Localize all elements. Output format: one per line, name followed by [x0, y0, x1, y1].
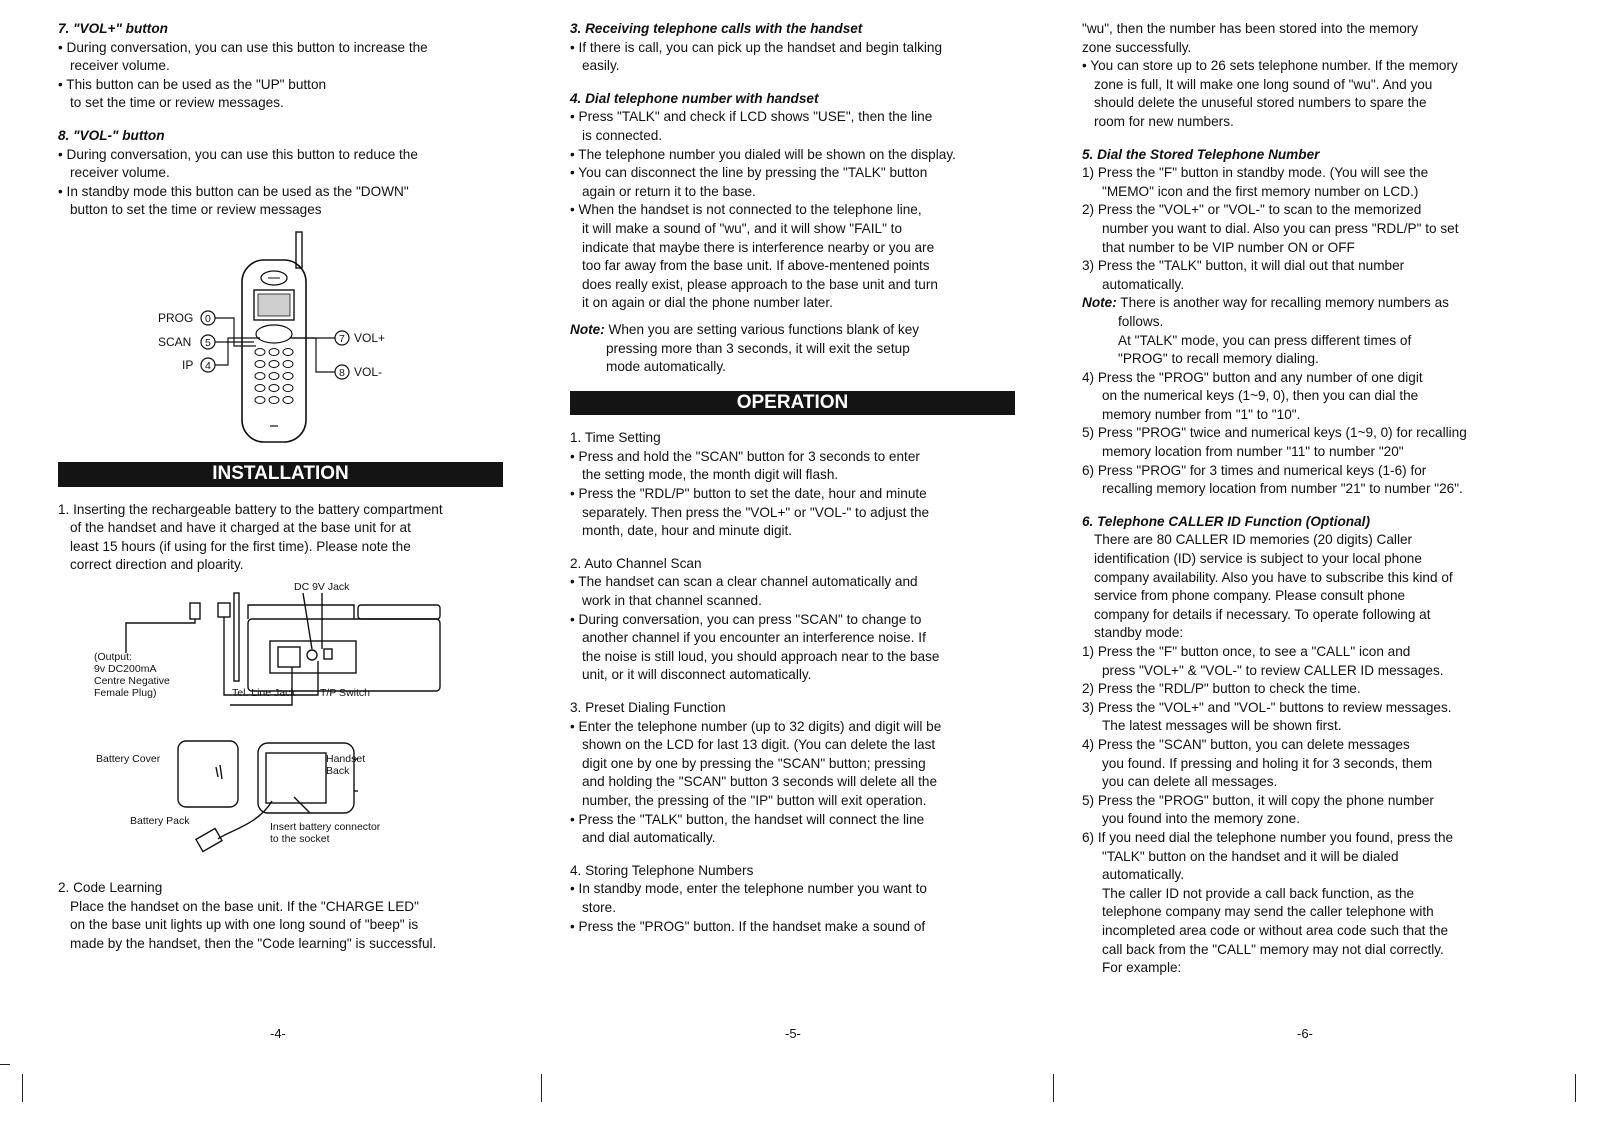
preset-line: shown on the LCD for last 13 digit. (You can delete the last	[582, 737, 936, 753]
caller-id-intro: There are 80 CALLER ID memories (20 digits) Caller	[1094, 532, 1413, 548]
caller-id-outro: call back from the "CALL" memory may not dial correctly.	[1102, 941, 1444, 957]
note-text: When you are setting various functions blank of key	[604, 321, 920, 337]
dial-stored-item: that number to be VIP number ON or OFF	[1102, 239, 1355, 255]
note-line: At "TALK" mode, you can press different times of	[1118, 332, 1412, 348]
receiving-line: • If there is call, you can pick up the handset and begin talking	[570, 39, 943, 55]
vol-up-line: • This button can be used as the "UP" button	[58, 76, 327, 92]
time-setting-heading: 1. Time Setting	[570, 430, 661, 446]
install-step-1: of the handset and have it charged at the base unit for at	[70, 520, 411, 536]
caller-id-intro: standby mode:	[1094, 625, 1184, 641]
insert-connector-label: to the socket	[270, 832, 330, 845]
dial-handset-line: is connected.	[582, 127, 663, 143]
note-line: pressing more than 3 seconds, it will exit the setup	[606, 340, 910, 356]
preset-line: and dial automatically.	[582, 830, 716, 846]
caller-id-intro: service from phone company. Please consult phone	[1094, 588, 1406, 604]
prog-number: 0	[205, 312, 211, 325]
code-learning-heading: 2. Code Learning	[58, 879, 163, 895]
dc-jack-label: DC 9V Jack	[294, 580, 350, 593]
caller-id-outro: For example:	[1102, 960, 1182, 976]
vol-up-line: • During conversation, you can use this button to increase the	[58, 39, 428, 55]
dial-stored-item: "MEMO" icon and the first memory number on LCD.)	[1102, 183, 1419, 199]
caller-id-item: 4) Press the "SCAN" button, you can delete messages	[1082, 736, 1410, 752]
storing-line: • Press the "PROG" button. If the handset make a sound of	[570, 918, 926, 934]
preset-line: • Enter the telephone number (up to 32 digits) and digit will be	[570, 718, 942, 734]
dial-handset-line: • When the handset is not connected to the telephone line,	[570, 202, 922, 218]
caller-id-item: you can delete all messages.	[1102, 774, 1278, 790]
time-setting-line: • Press and hold the "SCAN" button for 3 seconds to enter	[570, 448, 920, 464]
vol-up-line: receiver volume.	[70, 58, 170, 74]
preset-line: digit one by one by pressing the "SCAN" button; pressing	[582, 755, 926, 771]
dial-stored-item: 6) Press "PROG" for 3 times and numerical keys (1-6) for	[1082, 462, 1427, 478]
dial-handset-line: • The telephone number you dialed will be shown on the display.	[570, 146, 956, 162]
dial-stored-item: recalling memory location from number "21" to number "26".	[1102, 481, 1463, 497]
volp-label: VOL+	[354, 330, 386, 345]
install-step-1: correct direction and ploarity.	[70, 557, 244, 573]
dial-handset-heading: 4. Dial telephone number with handset	[570, 90, 819, 106]
vol-down-line: • During conversation, you can use this button to reduce the	[58, 146, 418, 162]
dial-stored-item: on the numerical keys (1~9, 0), then you can dial the	[1102, 388, 1419, 404]
recall-note	[1082, 294, 1527, 313]
vol-down-heading: 8. "VOL-" button	[58, 127, 165, 143]
prog-label: PROG	[158, 310, 194, 325]
page-6-column	[1082, 20, 1527, 978]
receiving-heading: 3. Receiving telephone calls with the handset	[570, 21, 863, 36]
handset-illustration	[58, 226, 503, 454]
storing-cont-line: zone is full, It will make one long sound of "wu". And you	[1094, 76, 1433, 92]
tel-jack-label: Tel. Line Jack	[232, 686, 296, 699]
preset-heading: 3. Preset Dialing Function	[570, 700, 726, 715]
code-learning-line: Place the handset on the base unit. If the "CHARGE LED"	[70, 898, 419, 914]
dial-handset-line: again or return it to the base.	[582, 183, 756, 199]
caller-id-item: you found into the memory zone.	[1102, 811, 1300, 827]
caller-id-outro: telephone company may send the caller telephone with	[1102, 904, 1434, 920]
caller-id-item: you found. If pressing and holing it for 3 seconds, them	[1102, 755, 1433, 771]
storing-cont-line: zone successfully.	[1082, 39, 1192, 55]
code-learning-line: on the base unit lights up with one long sound of "beep" is	[70, 917, 419, 933]
note-label: Note:	[570, 321, 605, 337]
receiving-line: easily.	[582, 58, 620, 74]
scan-label: SCAN	[158, 334, 192, 349]
dial-stored-item: 2) Press the "VOL+" or "VOL-" to scan to the memorized	[1082, 202, 1422, 218]
dial-handset-line: it on again or dial the phone number later.	[582, 295, 833, 311]
time-setting-line: • Press the "RDL/P" button to set the date, hour and minute	[570, 486, 927, 502]
trim-mark	[22, 1074, 23, 1102]
vol-down-line: receiver volume.	[70, 165, 170, 181]
dial-stored-item: 3) Press the "TALK" button, it will dial out that number	[1082, 258, 1405, 274]
auto-scan-line: unit, or it will disconnect automatically.	[582, 667, 812, 683]
caller-id-item: "TALK" button on the handset and it will be dialed	[1102, 848, 1399, 864]
caller-id-item: 1) Press the "F" button once, to see a "CALL" icon and	[1082, 644, 1411, 659]
auto-scan-heading: 2. Auto Channel Scan	[570, 555, 702, 571]
preset-line: • Press the "TALK" button, the handset will connect the line	[570, 811, 925, 827]
dial-handset-line: too far away from the base unit. If above-mentened points	[582, 258, 930, 274]
caller-id-item: press "VOL+" & "VOL-" to review CALLER ID messages.	[1102, 662, 1444, 678]
caller-id-outro: The caller ID not provide a call back function, as the	[1102, 885, 1415, 901]
dial-handset-line: • Press "TALK" and check if LCD shows "USE", then the line	[570, 109, 933, 125]
caller-id-item: automatically.	[1102, 867, 1185, 883]
auto-scan-line: • During conversation, you can press "SCAN" to change to	[570, 611, 922, 627]
storing-heading: 4. Storing Telephone Numbers	[570, 862, 754, 878]
code-learning-line: made by the handset, then the "Code learning" is successful.	[70, 935, 437, 951]
volp-number: 7	[339, 332, 345, 345]
ip-number: 4	[205, 359, 211, 372]
operation-heading: OPERATION	[570, 391, 1015, 416]
caller-id-intro: company availability. Also you have to subscribe this kind of	[1094, 569, 1453, 585]
battery-cover-label: Battery Cover	[96, 752, 161, 765]
tp-switch-label: T/P Switch	[320, 686, 370, 699]
caller-id-item: 2) Press the "RDL/P" button to check the time.	[1082, 681, 1361, 697]
dial-stored-item: memory number from "1" to "10".	[1102, 406, 1301, 422]
output-label: (Output:	[94, 650, 132, 663]
setup-note	[570, 321, 1015, 340]
output-label: 9v DC200mA	[94, 662, 157, 675]
scan-number: 5	[205, 336, 211, 349]
dial-handset-line: indicate that maybe there is interference nearby or you are	[582, 239, 935, 255]
vol-up-line: to set the time or review messages.	[70, 95, 284, 111]
auto-scan-line: • The handset can scan a clear channel automatically and	[570, 574, 918, 590]
trim-mark	[1575, 1074, 1576, 1102]
page-5-column	[570, 20, 1015, 936]
page-number-4: -4-	[270, 1026, 286, 1041]
page-4-column	[58, 20, 503, 953]
trim-mark	[0, 1064, 10, 1065]
note-line: mode automatically.	[606, 359, 726, 375]
dial-handset-line: it will make a sound of "wu", and it will show "FAIL" to	[582, 220, 903, 236]
installation-heading: INSTALLATION	[58, 462, 503, 487]
handset-diagram	[58, 226, 503, 454]
caller-id-intro: identification (ID) service is subject to your local phone	[1094, 551, 1422, 567]
storing-line: • In standby mode, enter the telephone number you want to	[570, 881, 927, 897]
dial-stored-item: number you want to dial. Also you can press "RDL/P" to set	[1102, 220, 1459, 236]
page-number-6: -6-	[1297, 1026, 1313, 1041]
note-line: follows.	[1118, 313, 1164, 329]
preset-line: number, the pressing of the "IP" button will exit operation.	[582, 792, 927, 808]
volm-number: 8	[339, 366, 345, 379]
caller-id-heading: 6. Telephone CALLER ID Function (Optional)	[1082, 513, 1370, 529]
dial-stored-item: automatically.	[1102, 276, 1185, 292]
install-step-1: 1. Inserting the rechargeable battery to the battery compartment	[58, 501, 443, 517]
battery-diagram	[58, 735, 503, 871]
volm-label: VOL-	[354, 364, 383, 379]
dial-stored-item: 5) Press "PROG" twice and numerical keys (1~9, 0) for recalling	[1082, 425, 1467, 441]
vol-down-line: • In standby mode this button can be used as the "DOWN"	[58, 183, 409, 199]
caller-id-item: 3) Press the "VOL+" and "VOL-" buttons to review messages.	[1082, 699, 1452, 715]
handset-back-label: Back	[326, 764, 350, 777]
insert-connector-label: Insert battery connector	[270, 820, 381, 833]
caller-id-item: 6) If you need dial the telephone number you found, press the	[1082, 829, 1454, 845]
vol-up-heading: 7. "VOL+" button	[58, 21, 168, 36]
caller-id-item: The latest messages will be shown first.	[1102, 718, 1342, 734]
fold-mark	[1053, 1074, 1054, 1102]
handset-back-label: Handset	[326, 752, 366, 765]
caller-id-item: 5) Press the "PROG" button, it will copy the phone number	[1082, 792, 1434, 808]
time-setting-line: month, date, hour and minute digit.	[582, 523, 793, 539]
storing-line: store.	[582, 899, 616, 915]
note-text: There is another way for recalling memory numbers as	[1116, 295, 1449, 311]
caller-id-outro: incompleted area code or without area code such that the	[1102, 922, 1449, 938]
storing-cont-line: "wu", then the number has been stored into the memory	[1082, 21, 1419, 36]
note-label: Note:	[1082, 295, 1117, 311]
install-step-1: least 15 hours (if using for the first time). Please note the	[70, 538, 411, 554]
dial-handset-line: • You can disconnect the line by pressing the "TALK" button	[570, 165, 928, 181]
note-line: "PROG" to recall memory dialing.	[1118, 351, 1319, 367]
dial-stored-item: 1) Press the "F" button in standby mode. (You will see the	[1082, 165, 1429, 181]
time-setting-line: separately. Then press the "VOL+" or "VOL-" to adjust the	[582, 504, 930, 520]
dial-handset-line: does really exist, please approach to the base unit and turn	[582, 276, 938, 292]
output-label: Female Plug)	[94, 686, 157, 699]
storing-cont-line: should delete the unuseful stored numbers to spare the	[1094, 95, 1427, 111]
storing-cont-line: room for new numbers.	[1094, 113, 1234, 129]
auto-scan-line: another channel if you encounter an interference noise. If	[582, 630, 926, 646]
dial-stored-item: 4) Press the "PROG" button and any number of one digit	[1082, 369, 1423, 385]
dial-stored-item: memory location from number "11" to number "20"	[1102, 444, 1404, 460]
page-number-5: -5-	[785, 1026, 801, 1041]
battery-pack-label: Battery Pack	[130, 814, 190, 827]
auto-scan-line: work in that channel scanned.	[582, 593, 762, 609]
storing-cont-line: • You can store up to 26 sets telephone number. If the memory	[1082, 58, 1458, 74]
preset-line: and holding the "SCAN" button 3 seconds will delete all the	[582, 774, 938, 790]
vol-down-line: button to set the time or review messages	[70, 202, 322, 218]
auto-scan-line: the noise is still loud, you should approach near to the base	[582, 648, 940, 664]
dial-stored-heading: 5. Dial the Stored Telephone Number	[1082, 146, 1320, 162]
output-label: Centre Negative	[94, 674, 170, 687]
time-setting-line: the setting mode, the month digit will flash.	[582, 467, 839, 483]
ip-label: IP	[182, 357, 194, 372]
fold-mark	[541, 1074, 542, 1102]
caller-id-intro: company for details if necessary. To operate following at	[1094, 606, 1431, 622]
base-unit-diagram	[58, 580, 503, 735]
